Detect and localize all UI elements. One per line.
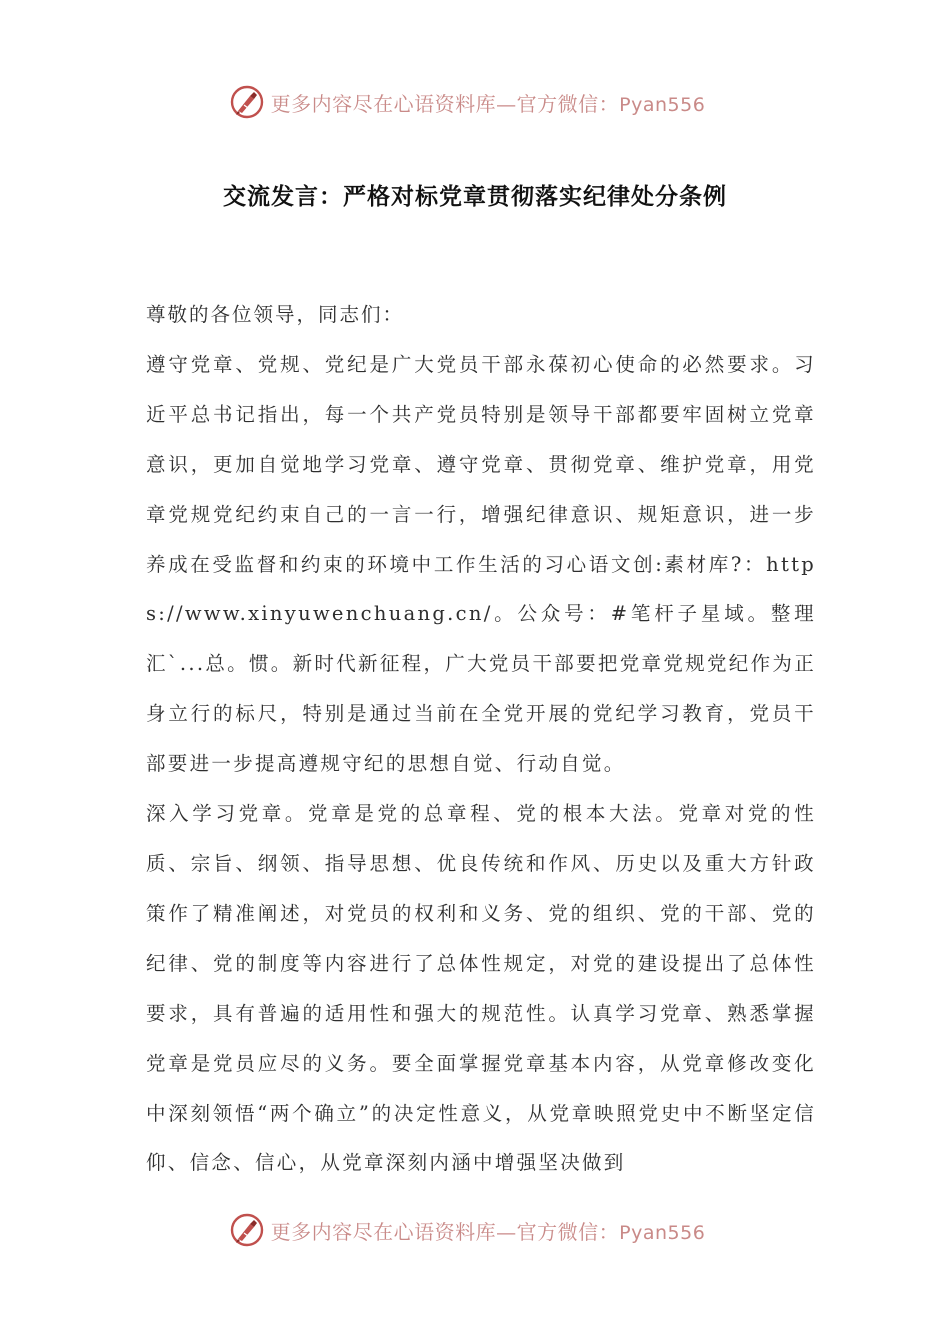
banner-wechat-id: Pyan556 <box>619 93 706 116</box>
banner-text <box>271 88 706 117</box>
footer-banner-content <box>229 1212 706 1248</box>
pen-nib-logo-icon <box>229 1212 265 1248</box>
header-banner-content <box>229 84 706 120</box>
banner-wechat-id: Pyan556 <box>619 1221 706 1244</box>
banner-slogan: 更多内容尽在心语资料库—官方微信： <box>270 91 620 116</box>
body-paragraph: 深入学习党章。党章是党的总章程、党的根本大法。党章对党的性质、宗旨、纲领、指导思想、优良传统和作风、历史以及重大方针政策作了精准阐述，对党员的权利和义务、党的组织、党的干部、党的纪律、党的制度等内容进行了总体性规定，对党的建设提出了总体性要求，具有普遍的适用性和强大的规范性。认真学习党章、熟悉掌握党章是党员应尽的义务。要全面掌握党章基本内容，从党章修改变化中深刻领悟“两个确立”的决定性意义，从党章映照党史中不断坚定信仰、信念、信心，从党章深刻内涵中增强坚决做到 <box>146 802 816 1175</box>
banner-text <box>271 1216 706 1245</box>
document-body <box>146 290 816 1188</box>
salutation-paragraph: 尊敬的各位领导，同志们： <box>146 303 405 326</box>
footer-banner <box>0 1208 950 1252</box>
document-title: 交流发言：严格对标党章贯彻落实纪律处分条例 <box>223 183 727 210</box>
header-banner <box>0 80 950 124</box>
pen-nib-logo-icon <box>229 84 265 120</box>
body-paragraph: 遵守党章、党规、党纪是广大党员干部永葆初心使命的必然要求。习近平总书记指出，每一个共产党员特别是领导干部都要牢固树立党章意识，更加自觉地学习党章、遵守党章、贯彻党章、维护党章，用党章党规党纪约束自己的一言一行，增强纪律意识、规矩意识，进一步养成在受监督和约束的环境中工作生活的习心语文创:素材库?：https://www.xinyuwenchuang.cn/。公众号：#笔杆子星域。整理汇`...总。惯。新时代新征程，广大党员干部要把党章党规党纪作为正身立行的标尺，特别是通过当前在全党开展的党纪学习教育，党员干部要进一步提高遵规守纪的思想自觉、行动自觉。 <box>146 352 816 776</box>
banner-slogan: 更多内容尽在心语资料库—官方微信： <box>270 1219 620 1244</box>
